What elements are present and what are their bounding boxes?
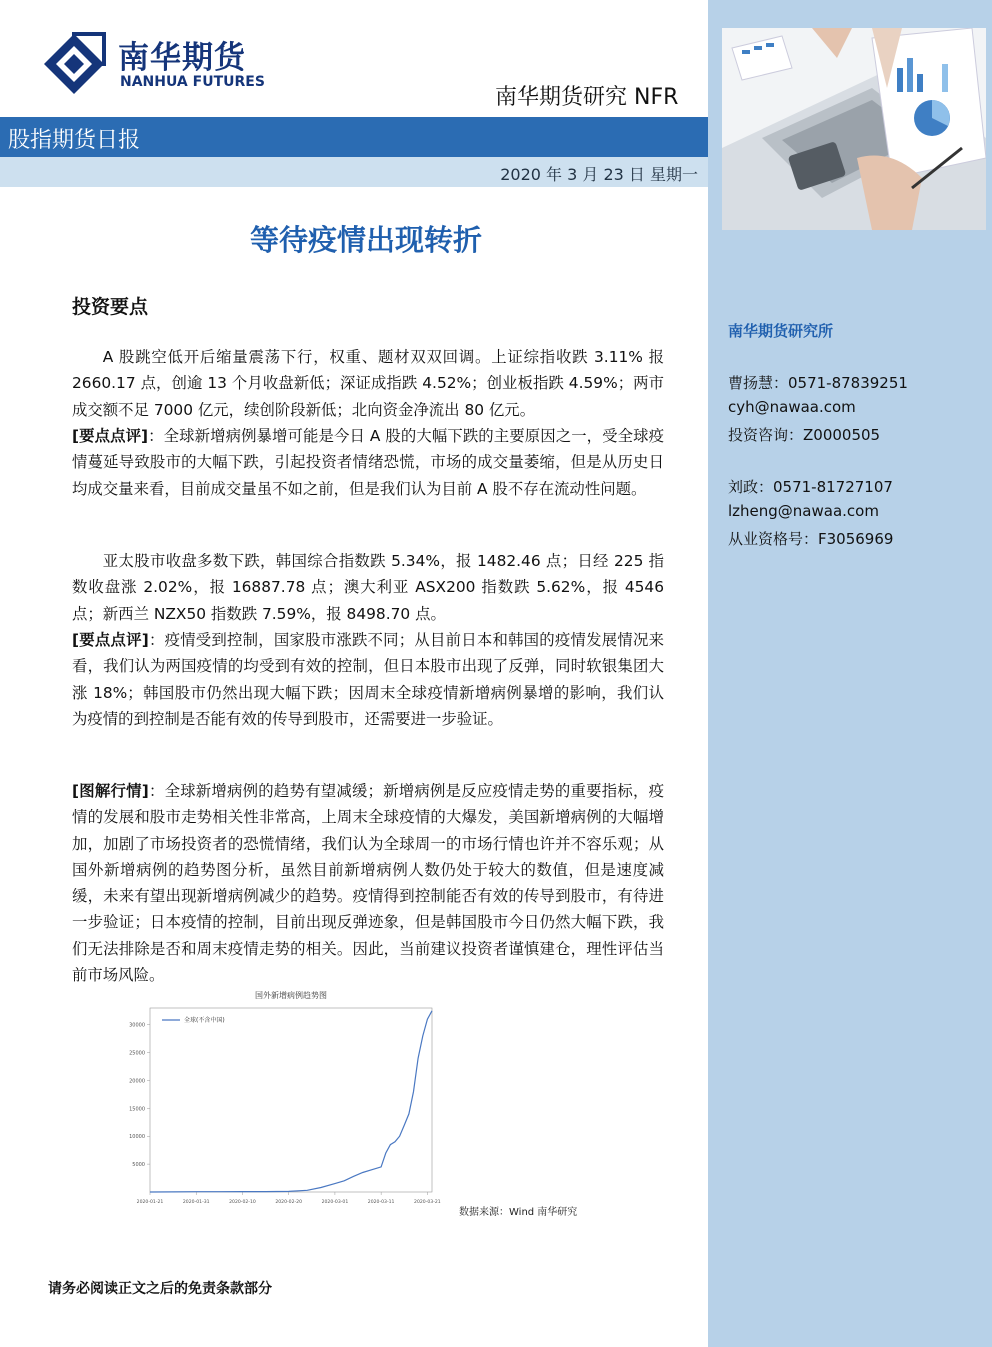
date-band (0, 157, 708, 187)
paragraph-comment-2 (72, 627, 664, 732)
analyst-1-phone: 曹扬慧：0571-87839251 (728, 374, 908, 392)
plot-frame (150, 1008, 432, 1192)
paragraph-text: ：全球新增病例暴增可能是今日 A 股的大幅下跌的主要原因之一，受全球疫情蔓延导致股市的大幅下跌，引起投资者情绪恐慌，市场的成交量萎缩，但是从历史日均成交量来看，目前成交量虽不如之前，但是我们认为目前 A 股不存在流动性问题。 (72, 427, 664, 498)
analyst-2-email[interactable]: lzheng@nawaa.com (728, 502, 879, 520)
y-tick-label: 5000 (132, 1162, 145, 1169)
report-band (0, 117, 708, 157)
new-cases-chart (100, 986, 460, 1216)
x-tick-label: 2020-03-21 (414, 1200, 441, 1205)
report-date: 2020 年 3 月 23 日 星期一 (500, 165, 698, 184)
y-tick-label: 20000 (129, 1078, 145, 1085)
analyst-2-phone: 刘政：0571-81727107 (728, 478, 893, 496)
y-tick-label: 10000 (129, 1134, 145, 1141)
nanhua-logo-icon (42, 32, 106, 96)
x-tick-label: 2020-02-20 (275, 1200, 303, 1205)
research-label: 南华期货研究 NFR (495, 85, 679, 110)
paragraph-comment-1 (72, 423, 664, 502)
paragraph-text: A 股跳空低开后缩量震荡下行，权重、题材双双回调。上证综指收跌 3.11% 报 2660.17 点，创逾 13 个月收盘新低；深证成指跌 4.52%；创业板指跌 4.59%；两市成交额不足 7000 亿元，续创阶段新低；北向资金净流出 80 亿元。 (72, 348, 664, 419)
chart-title: 国外新增病例趋势图 (255, 991, 327, 1000)
y-tick-label: 30000 (129, 1022, 145, 1029)
x-tick-label: 2020-03-11 (367, 1200, 395, 1205)
disclaimer: 请务必阅读正文之后的免责条款部分 (48, 1281, 272, 1297)
x-tick-label: 2020-01-31 (182, 1200, 210, 1205)
paragraph-text: ：疫情受到控制，国家股市涨跌不同；从目前日本和韩国的疫情发展情况来看，我们认为两国疫情的均受到有效的控制，但日本股市出现了反弹，同时软银集团大涨 18%；韩国股市仍然出现大幅下跌；因周末全球疫情新增病例暴增的影响，我们认为疫情的到控制是否能有效的传导到股市，还需要进一步验证。 (72, 631, 664, 728)
paragraph-chart-analysis (72, 778, 664, 988)
comment-label: [要点点评] (72, 631, 149, 649)
x-tick-label: 2020-03-01 (321, 1200, 349, 1205)
brand-name-cn: 南华期货 (118, 40, 246, 76)
brand-name-en: NANHUA FUTURES (120, 74, 265, 90)
paragraph-market (72, 344, 664, 423)
cover-photo (722, 28, 986, 230)
paragraph-asia (72, 548, 664, 627)
x-tick-label: 2020-01-21 (136, 1200, 164, 1205)
y-tick-label: 15000 (129, 1106, 145, 1113)
x-tick-label: 2020-02-10 (229, 1200, 256, 1205)
series-line-global-ex-china (150, 1011, 432, 1192)
paragraph-text: ：全球新增病例的趋势有望减缓；新增病例是反应疫情走势的重要指标，疫情的发展和股市走势相关性非常高，上周末全球疫情的大爆发，美国新增病例的大幅增加，加剧了市场投资者的恐慌情绪，我们认为全球周一的市场行情也许并不容乐观；从国外新增病例的趋势图分析，虽然目前新增病例人数仍处于较大的数值，但是速度减缓，未来有望出现新增病例减少的趋势。疫情得到控制能否有效的传导到股市，有待进一步验证；日本疫情的控制，目前出现反弹迹象，但是韩国股市今日仍然大幅下跌，我们无法排除是否和周末疫情走势的相关。因此，当前建议投资者谨慎建仓，理性评估当前市场风险。 (72, 782, 664, 985)
comment-label: [要点点评] (72, 427, 149, 445)
research-institute: 南华期货研究所 (728, 322, 834, 340)
data-source: 数据来源：Wind 南华研究 (459, 1207, 578, 1218)
chart-analysis-label: [图解行情] (72, 782, 149, 800)
analyst-2-license: 从业资格号：F3056969 (728, 530, 894, 548)
analyst-1-email[interactable]: cyh@nawaa.com (728, 398, 856, 416)
y-tick-label: 25000 (129, 1050, 145, 1057)
report-type: 股指期货日报 (8, 128, 141, 153)
legend-label: 全球(不含中国) (184, 1017, 225, 1024)
report-title: 等待疫情出现转折 (249, 223, 482, 257)
paragraph-text: 亚太股市收盘多数下跌，韩国综合指数跌 5.34%，报 1482.46 点；日经 225 指数收盘涨 2.02%，报 16887.78 点；澳大利亚 ASX200 指数跌 5.62%，报 4546 点；新西兰 NZX50 指数跌 7.59%，报 8498.70 点。 (72, 552, 664, 623)
analyst-1-license: 投资咨询：Z0000505 (728, 426, 881, 444)
section-heading: 投资要点 (72, 296, 149, 318)
